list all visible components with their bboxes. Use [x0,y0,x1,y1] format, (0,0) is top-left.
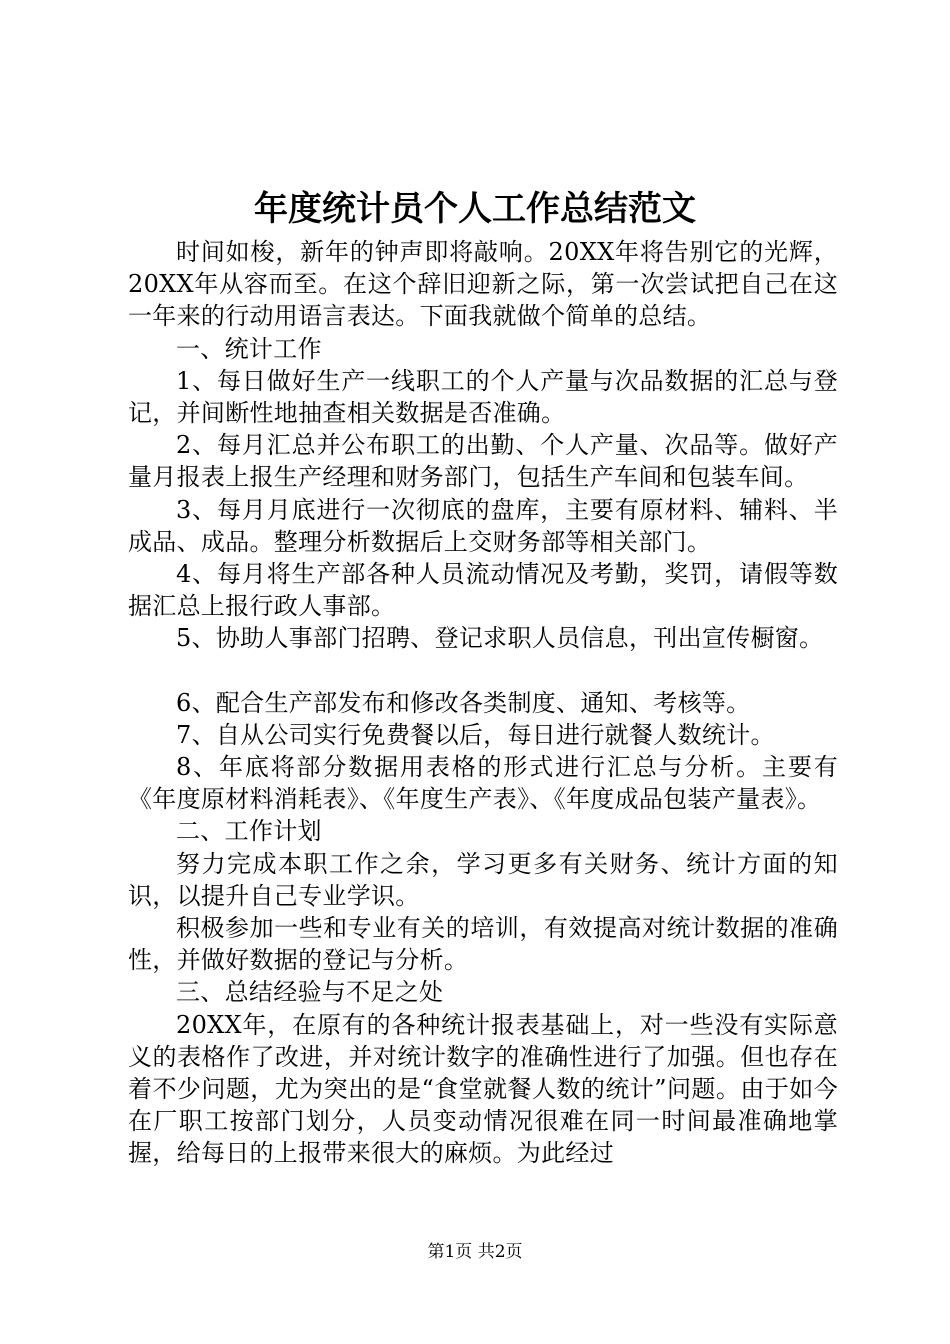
paragraph-summary: 20XX年，在原有的各种统计报表基础上，对一些没有实际意义的表格作了改进，并对统计数字的准确性进行了加强。但也存在着不少问题，尤为突出的是“食堂就餐人数的统计”问题。由于如今在厂职工按部门划分，人员变动情况很难在同一时间最准确地掌握，给每日的上报带来很大的麻烦。为此经过 [128,1010,838,1168]
paragraph-item-2: 2、每月汇总并公布职工的出勤、个人产量、次品等。做好产量月报表上报生产经理和财务部门，包括生产车间和包装车间。 [128,431,838,492]
paragraph-item-6: 6、配合生产部发布和修改各类制度、通知、考核等。 [176,688,751,717]
paragraph-item-4: 4、每月将生产部各种人员流动情况及考勤，奖罚，请假等数据汇总上报行政人事部。 [128,560,838,621]
paragraph-item-5: 5、协助人事部门招聘、登记求职人员信息，刊出宣传橱窗。 [176,624,824,653]
paragraph-plan-1: 努力完成本职工作之余，学习更多有关财务、统计方面的知识，以提升自己专业学识。 [128,849,838,910]
section-heading-statistics: 一、统计工作 [176,334,322,363]
paragraph-item-8: 8、年底将部分数据用表格的形式进行汇总与分析。主要有《年度原材料消耗表》、《年度生产表》、《年度成品包装产量表》。 [128,753,838,814]
paragraph-plan-2: 积极参加一些和专业有关的培训，有效提高对统计数据的准确性，并做好数据的登记与分析。 [128,914,838,975]
document-title: 年度统计员个人工作总结范文 [254,189,696,229]
section-heading-plan: 二、工作计划 [176,817,322,846]
document-body [128,236,838,1170]
section-heading-summary: 三、总结经验与不足之处 [176,978,444,1007]
paragraph-item-7: 7、自从公司实行免费餐以后，每日进行就餐人数统计。 [176,720,775,749]
paragraph-item-3: 3、每月月底进行一次彻底的盘库，主要有原材料、辅料、半成品、成品。整理分析数据后上交财务部等相关部门。 [128,495,838,556]
paragraph-item-1: 1、每日做好生产一线职工的个人产量与次品数据的汇总与登记，并间断性地抽查相关数据是否准确。 [128,366,838,428]
paragraph-intro: 时间如梭，新年的钟声即将敲响。20XX年将告别它的光辉，20XX年从容而至。在这个辞旧迎新之际，第一次尝试把自己在这一年来的行动用语言表达。下面我就做个简单的总结。 [128,238,838,331]
page-number-footer: 第1页 共2页 [427,1242,523,1262]
